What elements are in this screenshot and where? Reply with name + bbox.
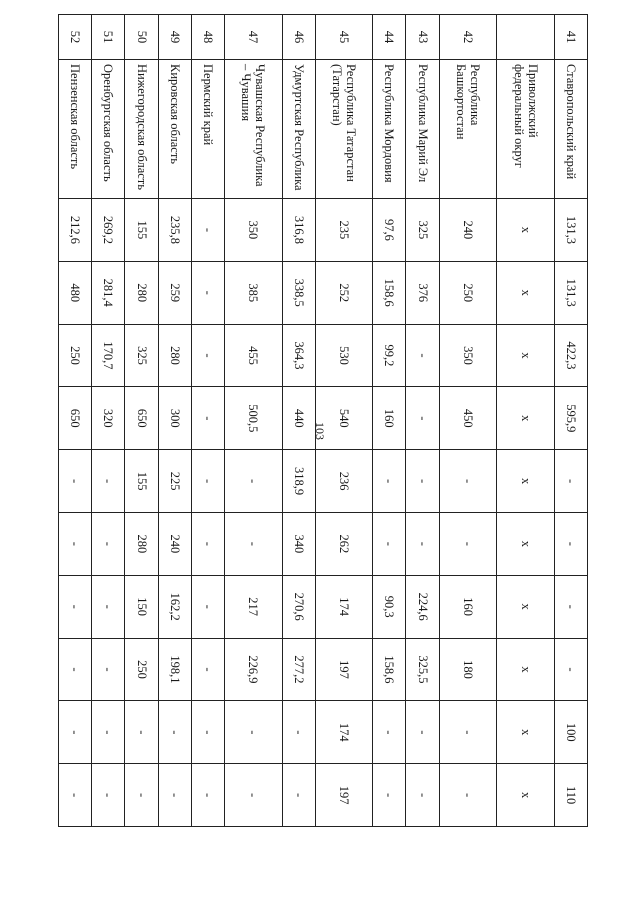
value-cell: 280: [125, 512, 158, 575]
value-cell: 110: [554, 764, 587, 827]
value-cell: 650: [59, 387, 92, 450]
table-row-header: [554, 15, 587, 827]
value-cell: 350: [224, 199, 282, 262]
value-cell: x: [497, 324, 555, 387]
value-cell: 90,3: [373, 575, 406, 638]
value-cell: -: [92, 575, 125, 638]
value-cell: -: [191, 199, 224, 262]
value-cell: x: [497, 199, 555, 262]
value-cell: 440: [282, 387, 315, 450]
value-cell: 99,2: [373, 324, 406, 387]
value-cell: 259: [158, 261, 191, 324]
value-cell: 270,6: [282, 575, 315, 638]
value-cell: -: [282, 764, 315, 827]
value-cell: 281,4: [92, 261, 125, 324]
value-cell: -: [191, 575, 224, 638]
value-cell: 226,9: [224, 638, 282, 701]
value-cell: 320: [92, 387, 125, 450]
value-cell: -: [59, 512, 92, 575]
value-cell: 318,9: [282, 450, 315, 513]
value-cell: x: [497, 450, 555, 513]
value-cell: 180: [439, 638, 497, 701]
value-cell: 316,8: [282, 199, 315, 262]
value-cell: 364,3: [282, 324, 315, 387]
region-name: Удмуртская Республика: [282, 60, 315, 199]
value-cell: -: [373, 764, 406, 827]
value-cell: 217: [224, 575, 282, 638]
value-cell: -: [373, 701, 406, 764]
table-row: [373, 15, 406, 827]
value-cell: 240: [439, 199, 497, 262]
value-cell: x: [497, 701, 555, 764]
value-cell: -: [554, 450, 587, 513]
row-number: 51: [92, 15, 125, 60]
value-cell: 131,3: [554, 261, 587, 324]
value-cell: 262: [315, 512, 373, 575]
value-cell: 240: [158, 512, 191, 575]
value-cell: 158,6: [373, 261, 406, 324]
value-cell: 480: [59, 261, 92, 324]
region-name: Чувашская Республика – Чувашия: [224, 60, 282, 199]
value-cell: 235: [315, 199, 373, 262]
value-cell: 250: [125, 638, 158, 701]
value-cell: -: [59, 701, 92, 764]
value-cell: x: [497, 575, 555, 638]
value-cell: -: [191, 261, 224, 324]
region-name: Республика Башкортостан: [439, 60, 497, 199]
value-cell: -: [191, 512, 224, 575]
table-row: [158, 15, 191, 827]
value-cell: -: [158, 764, 191, 827]
value-cell: x: [497, 512, 555, 575]
value-cell: 155: [125, 450, 158, 513]
region-name: Кировская область: [158, 60, 191, 199]
value-cell: 235,8: [158, 199, 191, 262]
value-cell: -: [92, 764, 125, 827]
value-cell: -: [92, 512, 125, 575]
value-cell: -: [554, 512, 587, 575]
table-row: [125, 15, 158, 827]
value-cell: -: [406, 324, 439, 387]
table-row: [59, 15, 92, 827]
table-row: [406, 15, 439, 827]
value-cell: -: [439, 450, 497, 513]
value-cell: -: [59, 450, 92, 513]
value-cell: 269,2: [92, 199, 125, 262]
row-number: 50: [125, 15, 158, 60]
value-cell: -: [406, 764, 439, 827]
value-cell: 174: [315, 575, 373, 638]
table-row: [191, 15, 224, 827]
table-row: [224, 15, 282, 827]
value-cell: -: [224, 701, 282, 764]
value-cell: 225: [158, 450, 191, 513]
table-row: [497, 15, 555, 827]
value-cell: 150: [125, 575, 158, 638]
value-cell: 160: [439, 575, 497, 638]
region-name: Пензенская область: [59, 60, 92, 199]
value-cell: 300: [158, 387, 191, 450]
value-cell: 160: [373, 387, 406, 450]
value-cell: 540: [315, 387, 373, 450]
value-cell: 500,5: [224, 387, 282, 450]
region-name: Республика Татарстан (Татарстан): [315, 60, 373, 199]
row-number: [497, 15, 555, 60]
data-table: [58, 14, 588, 827]
row-number: 47: [224, 15, 282, 60]
value-cell: 650: [125, 387, 158, 450]
value-cell: -: [191, 324, 224, 387]
value-cell: 197: [315, 638, 373, 701]
row-number: 44: [373, 15, 406, 60]
table-row: [282, 15, 315, 827]
value-cell: x: [497, 764, 555, 827]
table-row: [315, 15, 373, 827]
value-cell: -: [554, 575, 587, 638]
table-row: [439, 15, 497, 827]
value-cell: 338,5: [282, 261, 315, 324]
value-cell: 595,9: [554, 387, 587, 450]
value-cell: 131,3: [554, 199, 587, 262]
value-cell: -: [439, 512, 497, 575]
value-cell: -: [191, 450, 224, 513]
value-cell: -: [373, 450, 406, 513]
value-cell: -: [59, 575, 92, 638]
value-cell: -: [92, 701, 125, 764]
value-cell: -: [554, 638, 587, 701]
value-cell: 250: [59, 324, 92, 387]
region-name: Нижегородская область: [125, 60, 158, 199]
value-cell: -: [59, 764, 92, 827]
value-cell: 158,6: [373, 638, 406, 701]
value-cell: 252: [315, 261, 373, 324]
value-cell: 455: [224, 324, 282, 387]
value-cell: -: [191, 701, 224, 764]
value-cell: -: [406, 512, 439, 575]
value-cell: 385: [224, 261, 282, 324]
value-cell: x: [497, 261, 555, 324]
region-name: Приволжский федеральный округ: [497, 60, 555, 199]
value-cell: 325: [125, 324, 158, 387]
table-container: [58, 14, 588, 827]
row-number: 48: [191, 15, 224, 60]
row-number: 43: [406, 15, 439, 60]
value-cell: -: [191, 638, 224, 701]
value-cell: -: [224, 450, 282, 513]
value-cell: -: [191, 764, 224, 827]
value-cell: 197: [315, 764, 373, 827]
value-cell: 236: [315, 450, 373, 513]
value-cell: 530: [315, 324, 373, 387]
region-name: Республика Марий Эл: [406, 60, 439, 199]
value-cell: -: [125, 764, 158, 827]
value-cell: -: [125, 701, 158, 764]
value-cell: -: [406, 701, 439, 764]
value-cell: 198,1: [158, 638, 191, 701]
value-cell: -: [439, 764, 497, 827]
value-cell: 350: [439, 324, 497, 387]
value-cell: -: [224, 764, 282, 827]
value-cell: 97,6: [373, 199, 406, 262]
value-cell: 100: [554, 701, 587, 764]
value-cell: 340: [282, 512, 315, 575]
row-number: 45: [315, 15, 373, 60]
row-number: 46: [282, 15, 315, 60]
value-cell: 376: [406, 261, 439, 324]
value-cell: -: [282, 701, 315, 764]
value-cell: 280: [125, 261, 158, 324]
value-cell: 450: [439, 387, 497, 450]
value-cell: 325,5: [406, 638, 439, 701]
row-number: 41: [554, 15, 587, 60]
value-cell: -: [92, 450, 125, 513]
value-cell: x: [497, 638, 555, 701]
value-cell: 212,6: [59, 199, 92, 262]
value-cell: 280: [158, 324, 191, 387]
value-cell: 162,2: [158, 575, 191, 638]
region-name: Республика Мордовия: [373, 60, 406, 199]
value-cell: 325: [406, 199, 439, 262]
row-number: 42: [439, 15, 497, 60]
value-cell: -: [158, 701, 191, 764]
value-cell: -: [92, 638, 125, 701]
value-cell: 250: [439, 261, 497, 324]
value-cell: -: [191, 387, 224, 450]
region-name: Пермский край: [191, 60, 224, 199]
value-cell: 277,2: [282, 638, 315, 701]
row-number: 49: [158, 15, 191, 60]
value-cell: -: [373, 512, 406, 575]
value-cell: 422,3: [554, 324, 587, 387]
value-cell: -: [224, 512, 282, 575]
value-cell: 170,7: [92, 324, 125, 387]
value-cell: 174: [315, 701, 373, 764]
value-cell: x: [497, 387, 555, 450]
value-cell: 224,6: [406, 575, 439, 638]
value-cell: -: [406, 450, 439, 513]
value-cell: -: [59, 638, 92, 701]
page-number: 103: [313, 422, 327, 440]
region-name: Оренбургская область: [92, 60, 125, 199]
value-cell: 155: [125, 199, 158, 262]
row-number: 52: [59, 15, 92, 60]
table-row: [92, 15, 125, 827]
value-cell: -: [439, 701, 497, 764]
region-name: Ставропольский край: [554, 60, 587, 199]
value-cell: -: [406, 387, 439, 450]
